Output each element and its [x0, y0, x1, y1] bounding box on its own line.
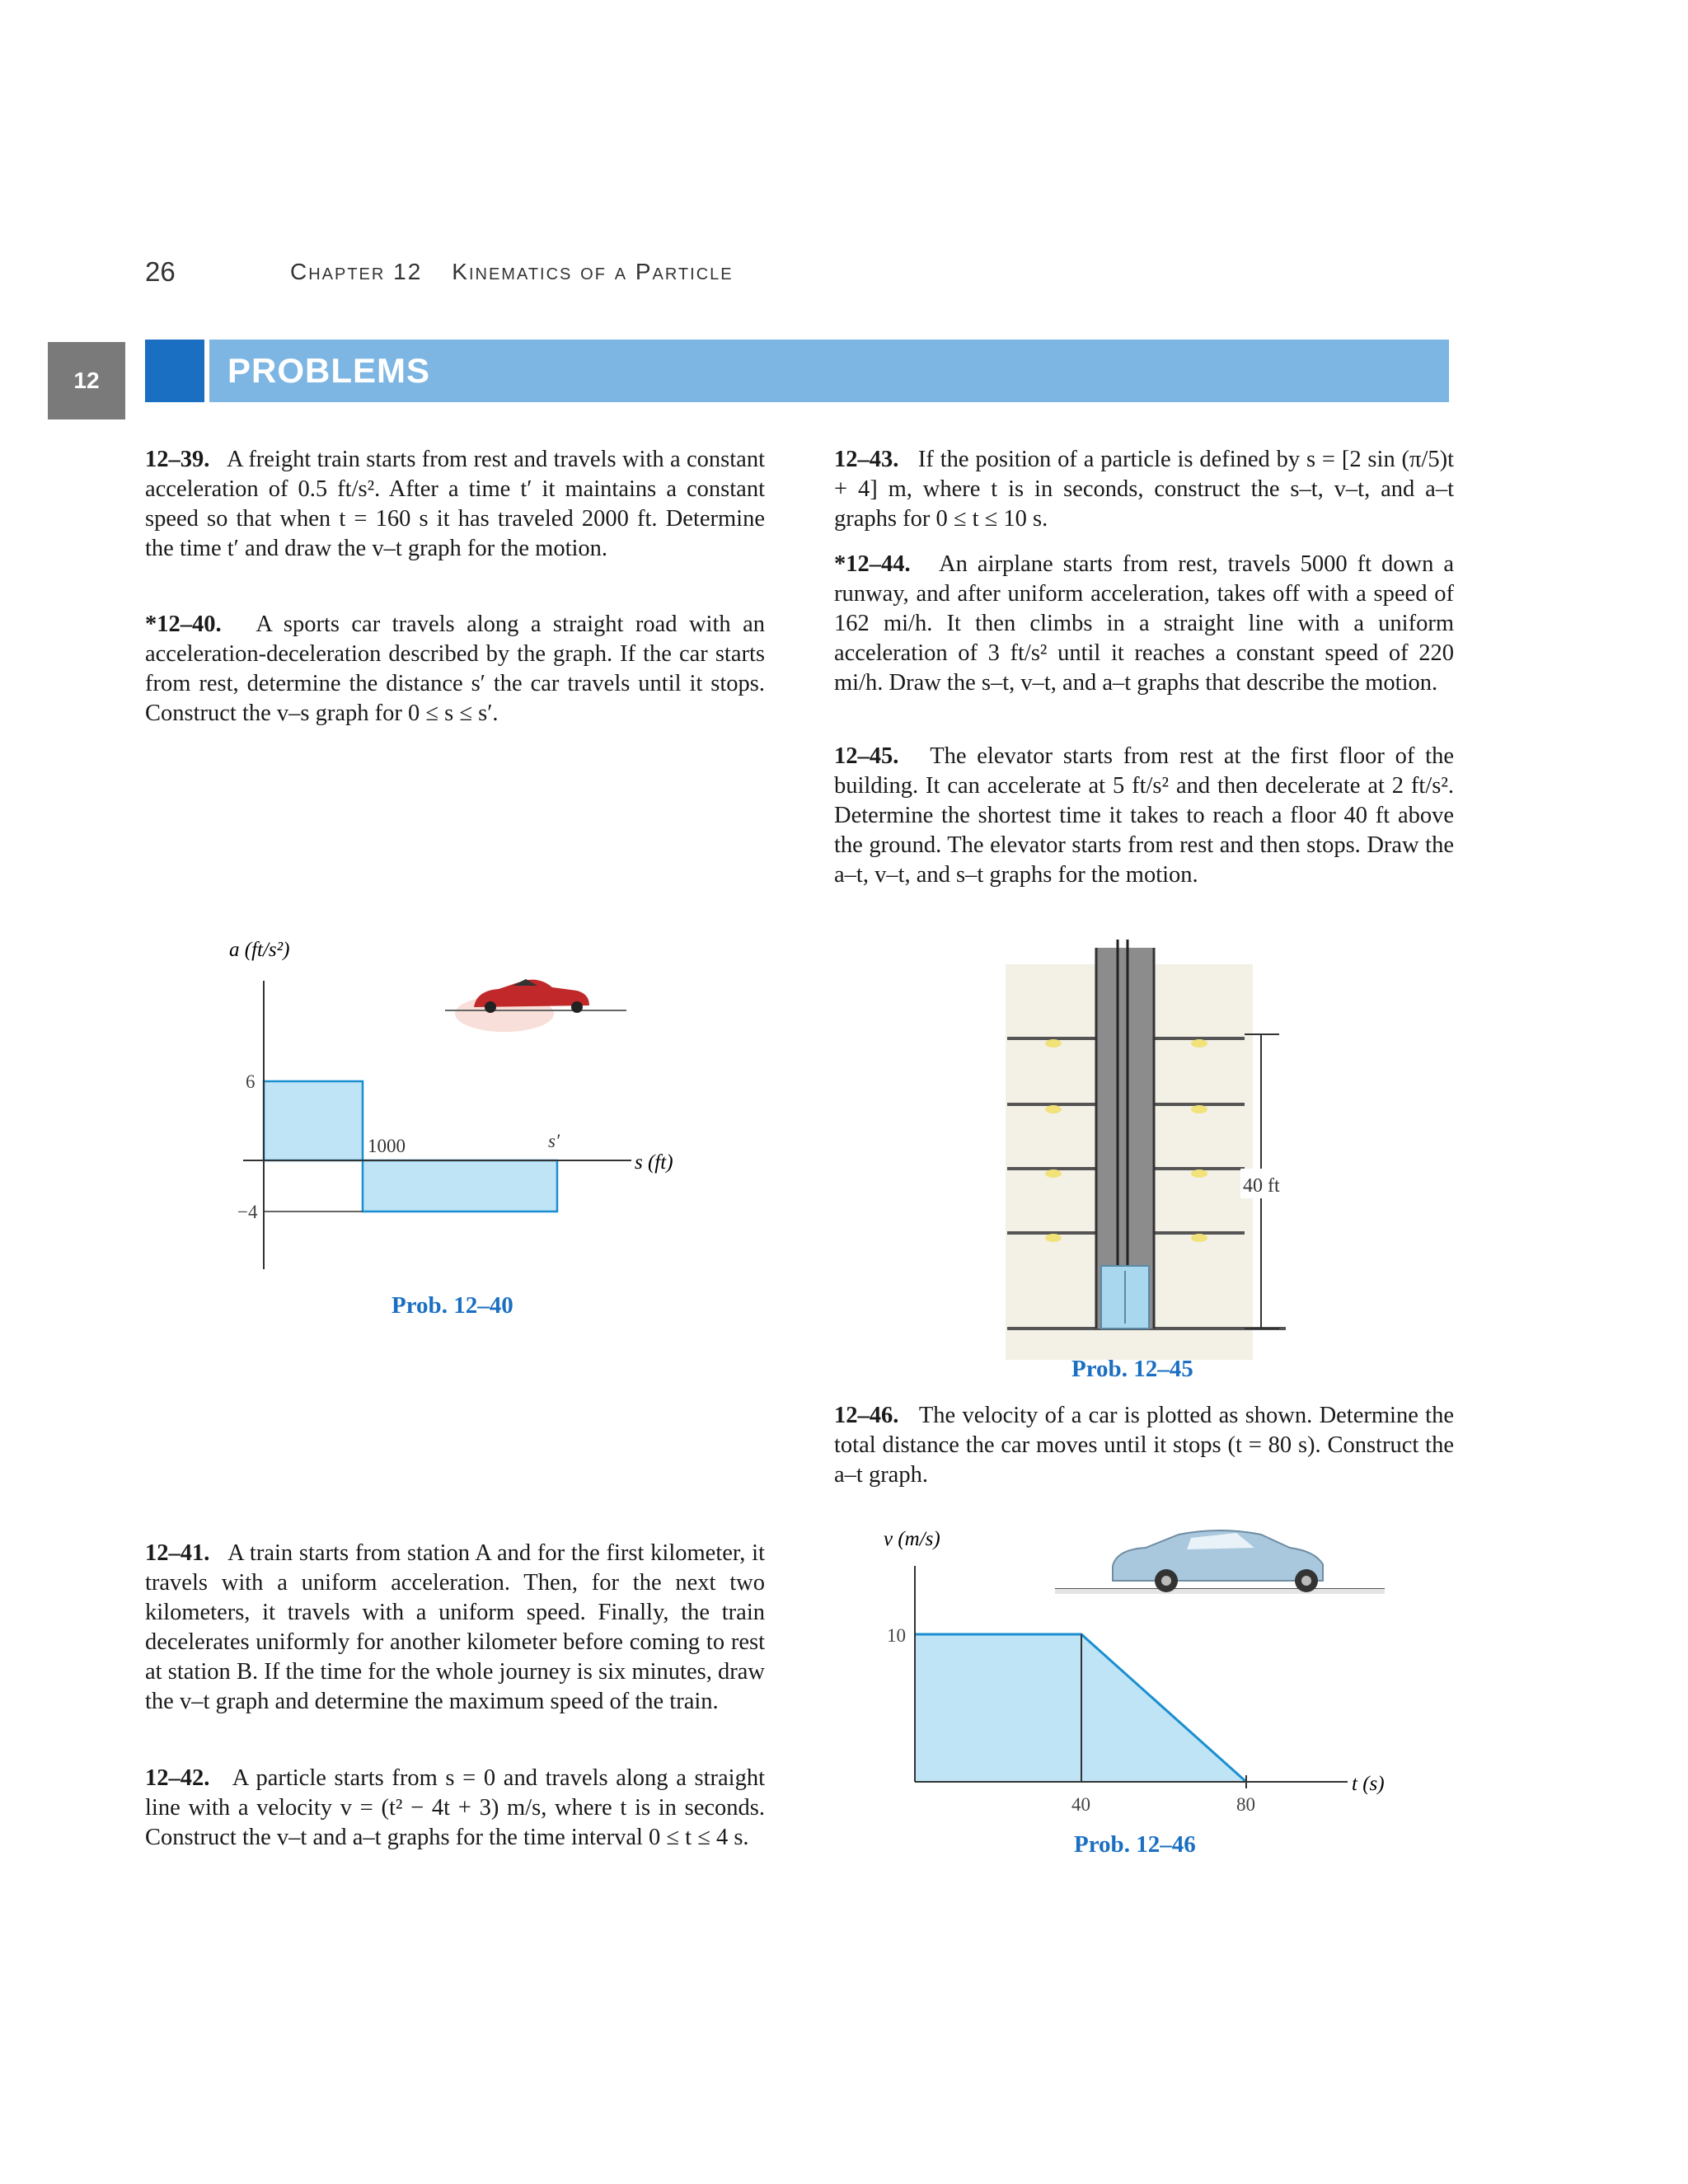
- problem-text: If the position of a particle is defined by s = [2 sin (π/5)t + 4] m, where t is in seconds, construct the s–t, v–t, and a–t graphs for 0 ≤ t ≤ 10 s.: [834, 447, 1454, 532]
- running-head: [290, 259, 734, 285]
- problem-text: An airplane starts from rest, travels 5000 ft down a runway, and after uniform acceleration, takes off with a speed of 162 mi/h. It then climbs in a straight line with a uniform acceleration of 3 ft/s² until it reaches a constant speed of 220 mi/h. Draw the s–t, v–t, and a–t graphs that describe the motion.: [834, 551, 1454, 696]
- chapter-tab: 12: [48, 342, 125, 419]
- tick-40: 40: [1071, 1794, 1090, 1815]
- problem-12-41: [145, 1539, 765, 1717]
- figure-caption: Prob. 12–40: [392, 1292, 513, 1319]
- problem-number: 12–45.: [834, 743, 899, 769]
- problem-12-39: [145, 445, 765, 564]
- banner-title: PROBLEMS: [227, 351, 431, 390]
- problem-12-43: [834, 445, 1454, 534]
- figure-12-46-svg: [874, 1516, 1418, 1863]
- problem-text: A sports car travels along a straight road with an acceleration-deceleration described by the graph. If the car starts from rest, determine the distance s′ the car travels until it stops. Construct the v–s graph for 0 ≤ s ≤ s′.: [145, 612, 765, 726]
- dimension-label: 40 ft: [1243, 1175, 1280, 1197]
- page-header: [145, 247, 734, 297]
- problem-number: *12–40.: [145, 612, 222, 637]
- problem-number: 12–43.: [834, 447, 899, 472]
- figure-caption: Prob. 12–45: [1071, 1356, 1193, 1382]
- figure-12-46: [874, 1516, 1418, 1887]
- tick-sprime: s′: [548, 1131, 560, 1151]
- accel-region: [264, 1081, 363, 1160]
- problems-banner: [145, 340, 1449, 402]
- figure-12-45-svg: [997, 940, 1327, 1368]
- problem-text: A train starts from station A and for the first kilometer, it travels with a uniform acceleration. Then, for the next two kilometers, it travels with a uniform speed. Finally, the train decelerates uniformly for another kilometer before coming to rest at station B. If the time for the whole journey is six minutes, draw the v–t graph and determine the maximum speed of the train.: [145, 1540, 765, 1714]
- figure-12-45: [997, 940, 1327, 1401]
- x-axis-label: s (ft): [635, 1151, 673, 1174]
- problem-12-42: [145, 1764, 765, 1853]
- banner-accent: [145, 340, 204, 402]
- problem-12-46: [834, 1401, 1454, 1490]
- problem-number: 12–39.: [145, 447, 210, 472]
- figure-caption: Prob. 12–46: [1074, 1831, 1196, 1858]
- x-axis-label: t (s): [1352, 1773, 1385, 1795]
- problem-text: The elevator starts from rest at the first floor of the building. It can accelerate at 5 ft/s² and then decelerate at 2 ft/s². Determine the shortest time it takes to reach a floor 40 ft above the ground. The elevator starts from rest and then stops. Draw the a–t, v–t, and s–t graphs for the motion.: [834, 743, 1454, 888]
- figure-12-40: [214, 931, 725, 1327]
- problem-text: A particle starts from s = 0 and travels along a straight line with a velocity v = (t² − 4t + 3) m/s, where t is in seconds. Construct the v–t and a–t graphs for the time interval 0 ≤ t ≤ 4 s.: [145, 1765, 765, 1850]
- sedan-car-illustration: [1055, 1530, 1385, 1594]
- page-number: 26: [145, 256, 176, 287]
- chapter-title: Kinematics of a Particle: [452, 259, 734, 284]
- problem-number: 12–46.: [834, 1403, 899, 1428]
- problem-12-45: [834, 742, 1454, 890]
- problem-number: 12–41.: [145, 1540, 210, 1566]
- problem-12-44: [834, 550, 1454, 698]
- problem-number: *12–44.: [834, 551, 911, 577]
- problem-text: A freight train starts from rest and travels with a constant acceleration of 0.5 ft/s². After a time t′ it maintains a constant speed so that when t = 160 s it has traveled 2000 ft. Determine the time t′ and draw the v–t graph for the motion.: [145, 447, 765, 561]
- tick-neg4: −4: [237, 1202, 258, 1222]
- tick-10: 10: [887, 1625, 906, 1646]
- problem-12-40: [145, 610, 765, 729]
- sports-car-illustration: [445, 979, 626, 1032]
- y-axis-label: v (m/s): [884, 1528, 940, 1550]
- problem-text: The velocity of a car is plotted as shown. Determine the total distance the car moves until it stops (t = 80 s). Construct the a–t graph.: [834, 1403, 1454, 1488]
- tick-1000: 1000: [368, 1136, 406, 1156]
- tick-80: 80: [1236, 1794, 1255, 1815]
- y-axis-label: a (ft/s²): [229, 939, 290, 961]
- decel-region: [363, 1160, 557, 1212]
- chapter-label: Chapter 12: [290, 259, 423, 284]
- figure-12-40-svg: [214, 931, 725, 1327]
- problem-number: 12–42.: [145, 1765, 210, 1791]
- tick-6: 6: [246, 1071, 256, 1092]
